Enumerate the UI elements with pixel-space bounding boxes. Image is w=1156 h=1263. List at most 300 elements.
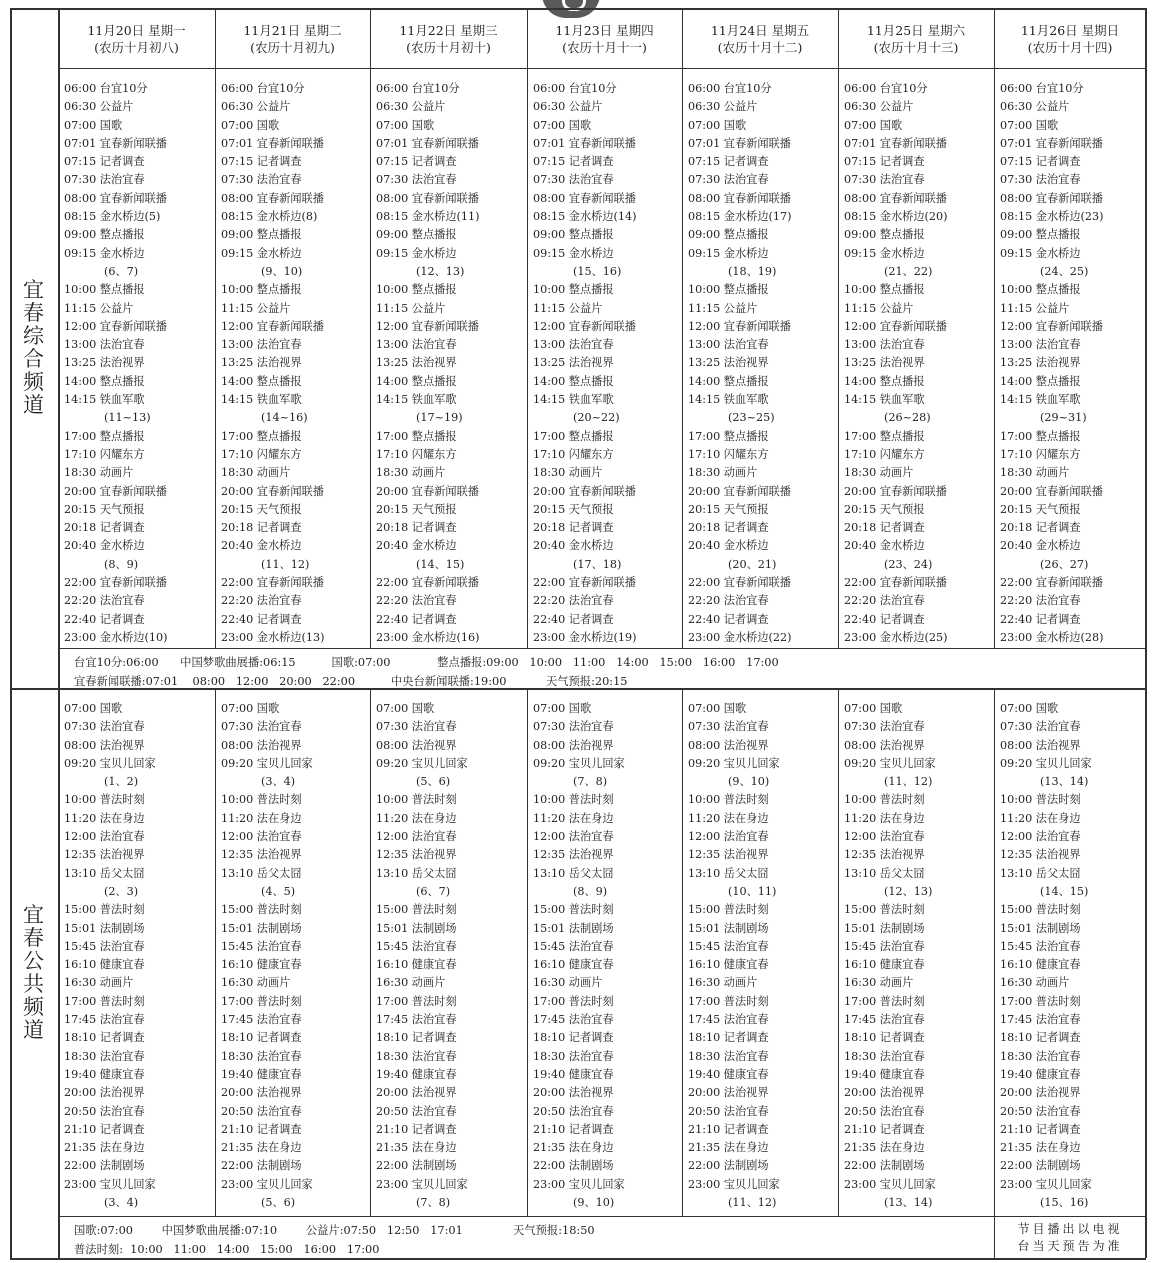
program-item: 22:00 法制剧场 <box>533 1159 614 1173</box>
program-item: 23:00 宝贝儿回家 <box>1000 1177 1092 1191</box>
program-item: 09:00 整点播报 <box>688 228 769 242</box>
program-item: 13:00 法治宜春 <box>221 338 302 352</box>
program-item: 08:00 法治视界 <box>844 738 925 752</box>
program-item: 20:50 法治宜春 <box>844 1104 925 1118</box>
program-item: 20:15 天气预报 <box>376 502 457 516</box>
program-item: 15:00 普法时刻 <box>1000 903 1081 917</box>
program-item: 07:01 宜春新闻联播 <box>688 136 791 150</box>
program-item: 07:30 法治宜春 <box>64 720 145 734</box>
program-item: 07:00 国歌 <box>64 118 123 132</box>
program-item: 20:15 天气预报 <box>533 502 614 516</box>
program-item: 12:00 法治宜春 <box>688 830 769 844</box>
channel-name-char: 频 <box>23 995 45 1019</box>
program-item: 06:30 公益片 <box>533 100 603 114</box>
notes-line: 宜春新闻联播:07:01 08:00 12:00 20:00 22:00 中央台新闻联播:19:00 天气预报:20:15 <box>74 675 628 688</box>
program-item: 12:00 法治宜春 <box>1000 830 1081 844</box>
frame-right <box>1145 8 1147 1258</box>
program-item: 20:15 天气预报 <box>64 502 145 516</box>
program-item: 07:15 记者调查 <box>64 155 145 169</box>
program-item: 11:15 公益片 <box>64 301 134 315</box>
program-item: 10:00 整点播报 <box>533 283 614 297</box>
program-item: 09:20 宝贝儿回家 <box>844 756 936 770</box>
episode-range: (14~16) <box>261 411 308 425</box>
disclaimer-line: 节目播出以电视 <box>1017 1222 1123 1236</box>
episode-range: (1、2) <box>104 775 139 789</box>
program-item: 19:40 健康宜春 <box>221 1067 302 1081</box>
program-item: 20:15 天气预报 <box>1000 502 1081 516</box>
program-item: 17:45 法治宜春 <box>376 1013 457 1027</box>
program-item: 08:00 宜春新闻联播 <box>844 191 947 205</box>
program-item: 07:00 国歌 <box>844 702 903 715</box>
program-item: 13:00 法治宜春 <box>533 338 614 352</box>
episode-range: (24、25) <box>1040 264 1089 278</box>
program-item: 15:01 法制剧场 <box>844 921 925 935</box>
program-item: 13:10 岳父太囧 <box>64 866 145 880</box>
program-item: 10:00 整点播报 <box>221 283 302 297</box>
program-item: 17:10 闪耀东方 <box>221 447 302 461</box>
program-item: 15:01 法制剧场 <box>1000 921 1081 935</box>
program-item: 20:00 宜春新闻联播 <box>221 484 324 498</box>
program-list <box>58 80 215 647</box>
program-item: 11:15 公益片 <box>1000 301 1070 315</box>
program-list <box>994 700 1146 1212</box>
program-list <box>370 80 527 647</box>
program-item: 17:00 整点播报 <box>688 429 769 443</box>
program-item: 15:45 法治宜春 <box>688 939 769 953</box>
program-item: 21:35 法在身边 <box>844 1141 925 1155</box>
program-item: 17:10 闪耀东方 <box>376 447 457 461</box>
program-item: 13:10 岳父太囧 <box>1000 866 1081 880</box>
channel-name-char: 综 <box>23 324 45 348</box>
program-item: 10:00 普法时刻 <box>533 793 614 807</box>
episode-range: (3、4) <box>261 775 296 789</box>
program-item: 12:00 宜春新闻联播 <box>221 319 324 333</box>
program-item: 09:15 金水桥边 <box>533 246 614 260</box>
column-divider <box>215 8 216 68</box>
program-item: 07:15 记者调查 <box>844 155 925 169</box>
program-item: 14:00 整点播报 <box>1000 374 1081 388</box>
program-item: 20:18 记者调查 <box>533 521 614 535</box>
program-item: 18:30 法治宜春 <box>844 1049 925 1063</box>
program-item: 07:30 法治宜春 <box>533 173 614 187</box>
program-item: 13:25 法治视界 <box>1000 356 1081 370</box>
notes-line: 普法时刻: 10:00 11:00 14:00 15:00 16:00 17:00 <box>74 1243 380 1256</box>
program-item: 21:35 法在身边 <box>533 1141 614 1155</box>
program-item: 20:40 金水桥边 <box>533 539 614 553</box>
program-item: 12:35 法治视界 <box>376 848 457 862</box>
program-item: 22:00 法制剧场 <box>1000 1159 1081 1173</box>
program-list <box>838 700 994 1212</box>
program-list <box>682 700 838 1212</box>
program-item: 12:00 宜春新闻联播 <box>533 319 636 333</box>
program-item: 07:00 国歌 <box>688 702 747 715</box>
program-item: 09:15 金水桥边 <box>844 246 925 260</box>
program-item: 08:15 金水桥边(5) <box>64 210 161 224</box>
program-item: 20:50 法治宜春 <box>533 1104 614 1118</box>
program-item: 23:00 金水桥边(10) <box>64 630 168 644</box>
program-item: 20:18 记者调查 <box>844 521 925 535</box>
program-item: 23:00 金水桥边(25) <box>844 630 948 644</box>
program-item: 12:00 法治宜春 <box>533 830 614 844</box>
column-divider <box>838 68 839 648</box>
day-header <box>682 8 838 68</box>
column-divider <box>682 8 683 68</box>
program-item: 20:50 法治宜春 <box>688 1104 769 1118</box>
program-item: 10:00 整点播报 <box>1000 283 1081 297</box>
program-item: 09:20 宝贝儿回家 <box>376 756 468 770</box>
program-item: 09:20 宝贝儿回家 <box>533 756 625 770</box>
program-item: 06:30 公益片 <box>64 100 134 114</box>
day-lunar: (农历十月十一) <box>562 40 647 55</box>
program-item: 18:30 动画片 <box>688 466 758 480</box>
program-item: 07:00 国歌 <box>844 118 903 132</box>
program-item: 10:00 普法时刻 <box>688 793 769 807</box>
program-item: 20:40 金水桥边 <box>688 539 769 553</box>
program-item: 07:30 法治宜春 <box>64 173 145 187</box>
program-item: 08:00 法治视界 <box>376 738 457 752</box>
program-item: 12:35 法治视界 <box>844 848 925 862</box>
program-item: 21:35 法在身边 <box>1000 1141 1081 1155</box>
episode-range: (11~13) <box>104 411 151 425</box>
frame-left <box>10 8 12 1258</box>
program-item: 20:40 金水桥边 <box>376 539 457 553</box>
program-item: 16:10 健康宜春 <box>688 958 769 972</box>
program-item: 08:00 法治视界 <box>688 738 769 752</box>
program-item: 13:00 法治宜春 <box>688 338 769 352</box>
program-item: 17:00 普法时刻 <box>1000 994 1081 1008</box>
program-item: 20:00 宜春新闻联播 <box>376 484 479 498</box>
program-item: 14:15 铁血军歌 <box>1000 393 1081 407</box>
program-item: 23:00 金水桥边(13) <box>221 630 325 644</box>
episode-range: (4、5) <box>261 884 296 898</box>
program-item: 08:15 金水桥边(17) <box>688 210 792 224</box>
program-item: 23:00 宝贝儿回家 <box>221 1177 313 1191</box>
program-item: 17:00 普法时刻 <box>844 994 925 1008</box>
program-bottom-rule <box>58 648 1146 649</box>
program-item: 12:35 法治视界 <box>221 848 302 862</box>
program-item: 14:00 整点播报 <box>221 374 302 388</box>
program-item: 07:00 国歌 <box>376 702 435 715</box>
program-item: 13:10 岳父太囧 <box>844 866 925 880</box>
disclaimer-divider <box>994 1216 995 1258</box>
program-item: 12:00 法治宜春 <box>64 830 145 844</box>
day-header <box>58 8 215 68</box>
day-header <box>527 8 682 68</box>
program-item: 13:00 法治宜春 <box>1000 338 1081 352</box>
program-item: 19:40 健康宜春 <box>688 1067 769 1081</box>
program-item: 06:00 台宜10分 <box>64 82 148 95</box>
program-item: 16:30 动画片 <box>688 976 758 990</box>
program-item: 13:25 法治视界 <box>376 356 457 370</box>
program-item: 20:00 法治视界 <box>533 1086 614 1100</box>
program-item: 22:40 记者调查 <box>64 612 145 626</box>
program-item: 07:30 法治宜春 <box>376 720 457 734</box>
program-item: 07:30 法治宜春 <box>1000 720 1081 734</box>
program-item: 18:30 法治宜春 <box>1000 1049 1081 1063</box>
program-item: 20:50 法治宜春 <box>221 1104 302 1118</box>
program-item: 07:30 法治宜春 <box>688 173 769 187</box>
channel-name-char: 宜 <box>23 903 45 927</box>
program-item: 15:45 法治宜春 <box>844 939 925 953</box>
day-header <box>838 8 994 68</box>
program-item: 21:35 法在身边 <box>64 1141 145 1155</box>
channel-name-char: 春 <box>23 301 45 325</box>
program-item: 21:10 记者调查 <box>844 1122 925 1136</box>
program-item: 06:00 台宜10分 <box>1000 82 1084 95</box>
program-item: 09:15 金水桥边 <box>64 246 145 260</box>
program-item: 22:00 法制剧场 <box>688 1159 769 1173</box>
program-item: 12:35 法治视界 <box>688 848 769 862</box>
episode-range: (7、8) <box>573 775 608 789</box>
program-item: 07:30 法治宜春 <box>844 173 925 187</box>
program-item: 12:35 法治视界 <box>64 848 145 862</box>
program-item: 23:00 宝贝儿回家 <box>844 1177 936 1191</box>
channel-name-char: 频 <box>23 370 45 394</box>
program-item: 15:00 普法时刻 <box>688 903 769 917</box>
episode-range: (21、22) <box>884 264 933 278</box>
program-item: 23:00 金水桥边(16) <box>376 630 480 644</box>
program-item: 12:00 法治宜春 <box>844 830 925 844</box>
program-item: 21:10 记者调查 <box>64 1122 145 1136</box>
channel-notes <box>74 653 1152 691</box>
program-item: 13:00 法治宜春 <box>376 338 457 352</box>
day-header <box>215 8 370 68</box>
program-item: 11:20 法在身边 <box>1000 811 1081 825</box>
program-item: 15:45 法治宜春 <box>1000 939 1081 953</box>
program-item: 06:30 公益片 <box>688 100 758 114</box>
program-item: 07:15 记者调查 <box>221 155 302 169</box>
program-item: 08:00 宜春新闻联播 <box>64 191 167 205</box>
episode-range: (12、13) <box>416 264 465 278</box>
program-item: 17:45 法治宜春 <box>221 1013 302 1027</box>
day-date: 11月25日 星期六 <box>866 23 966 38</box>
episode-range: (20~22) <box>573 411 620 425</box>
program-item: 14:00 整点播报 <box>64 374 145 388</box>
day-lunar: (农历十月初九) <box>250 40 335 55</box>
program-item: 20:00 宜春新闻联播 <box>844 484 947 498</box>
program-item: 07:00 国歌 <box>221 118 280 132</box>
channel-name-char: 宜 <box>23 278 45 302</box>
program-item: 18:10 记者调查 <box>1000 1031 1081 1045</box>
program-item: 10:00 整点播报 <box>844 283 925 297</box>
program-item: 15:01 法制剧场 <box>64 921 145 935</box>
program-item: 22:40 记者调查 <box>533 612 614 626</box>
column-divider <box>527 688 528 1216</box>
episode-range: (23、24) <box>884 557 933 571</box>
program-item: 22:00 法制剧场 <box>221 1159 302 1173</box>
column-divider <box>838 8 839 68</box>
program-item: 13:10 岳父太囧 <box>533 866 614 880</box>
program-item: 12:00 法治宜春 <box>221 830 302 844</box>
program-item: 11:20 法在身边 <box>376 811 457 825</box>
program-item: 17:00 普法时刻 <box>221 994 302 1008</box>
program-item: 10:00 普法时刻 <box>1000 793 1081 807</box>
program-item: 22:20 法治宜春 <box>376 594 457 608</box>
program-item: 19:40 健康宜春 <box>376 1067 457 1081</box>
program-item: 07:00 国歌 <box>533 118 592 132</box>
program-item: 21:10 记者调查 <box>1000 1122 1081 1136</box>
program-item: 08:15 金水桥边(20) <box>844 210 948 224</box>
program-item: 07:30 法治宜春 <box>221 720 302 734</box>
program-item: 13:00 法治宜春 <box>64 338 145 352</box>
program-item: 17:45 法治宜春 <box>688 1013 769 1027</box>
program-item: 16:30 动画片 <box>1000 976 1070 990</box>
channel-name-char: 共 <box>23 972 45 996</box>
program-item: 15:00 普法时刻 <box>533 903 614 917</box>
program-item: 17:00 整点播报 <box>1000 429 1081 443</box>
program-item: 19:40 健康宜春 <box>64 1067 145 1081</box>
program-item: 09:00 整点播报 <box>221 228 302 242</box>
program-item: 20:00 法治视界 <box>376 1086 457 1100</box>
program-item: 15:01 法制剧场 <box>688 921 769 935</box>
program-item: 21:35 法在身边 <box>376 1141 457 1155</box>
episode-range: (26、27) <box>1040 557 1089 571</box>
program-item: 16:30 动画片 <box>376 976 446 990</box>
program-item: 17:45 法治宜春 <box>533 1013 614 1027</box>
program-item: 12:00 宜春新闻联播 <box>688 319 791 333</box>
program-item: 18:10 记者调查 <box>533 1031 614 1045</box>
program-item: 10:00 普法时刻 <box>376 793 457 807</box>
program-item: 14:15 铁血军歌 <box>844 393 925 407</box>
program-item: 23:00 宝贝儿回家 <box>64 1177 156 1191</box>
channel-name-char: 道 <box>23 393 45 417</box>
episode-range: (29~31) <box>1040 411 1087 425</box>
program-item: 22:00 宜春新闻联播 <box>688 576 791 590</box>
program-item: 18:30 动画片 <box>844 466 914 480</box>
program-item: 18:30 动画片 <box>376 466 446 480</box>
program-item: 10:00 普法时刻 <box>64 793 145 807</box>
program-item: 21:10 记者调查 <box>376 1122 457 1136</box>
program-item: 20:50 法治宜春 <box>1000 1104 1081 1118</box>
program-item: 22:00 宜春新闻联播 <box>64 576 167 590</box>
column-divider <box>215 68 216 648</box>
program-item: 09:00 整点播报 <box>376 228 457 242</box>
day-header <box>994 8 1146 68</box>
program-item: 20:15 天气预报 <box>221 502 302 516</box>
program-item: 18:10 记者调查 <box>376 1031 457 1045</box>
program-item: 18:30 法治宜春 <box>533 1049 614 1063</box>
program-item: 12:00 宜春新闻联播 <box>376 319 479 333</box>
program-item: 18:10 记者调查 <box>688 1031 769 1045</box>
program-item: 12:00 宜春新闻联播 <box>844 319 947 333</box>
program-item: 06:30 公益片 <box>221 100 291 114</box>
program-item: 06:30 公益片 <box>844 100 914 114</box>
episode-range: (6、7) <box>104 264 139 278</box>
program-item: 11:20 法在身边 <box>533 811 614 825</box>
program-item: 13:25 法治视界 <box>533 356 614 370</box>
program-item: 20:15 天气预报 <box>688 502 769 516</box>
program-item: 15:00 普法时刻 <box>64 903 145 917</box>
program-item: 11:15 公益片 <box>376 301 446 315</box>
program-item: 18:30 动画片 <box>533 466 603 480</box>
program-item: 08:00 宜春新闻联播 <box>688 191 791 205</box>
program-item: 07:00 国歌 <box>376 118 435 132</box>
episode-range: (2、3) <box>104 884 139 898</box>
program-item: 18:30 法治宜春 <box>221 1049 302 1063</box>
episode-range: (17~19) <box>416 411 463 425</box>
program-item: 17:00 整点播报 <box>64 429 145 443</box>
program-item: 07:01 宜春新闻联播 <box>533 136 636 150</box>
episode-range: (7、8) <box>416 1196 451 1210</box>
program-item: 15:00 普法时刻 <box>844 903 925 917</box>
program-item: 13:25 法治视界 <box>221 356 302 370</box>
day-date: 11月23日 星期四 <box>555 23 654 38</box>
program-item: 09:15 金水桥边 <box>688 246 769 260</box>
program-item: 22:00 宜春新闻联播 <box>1000 576 1103 590</box>
episode-range: (5、6) <box>261 1196 296 1210</box>
program-item: 15:45 法治宜春 <box>221 939 302 953</box>
day-lunar: (农历十月初八) <box>94 40 179 55</box>
program-item: 18:30 法治宜春 <box>376 1049 457 1063</box>
program-item: 12:35 法治视界 <box>1000 848 1081 862</box>
program-item: 23:00 金水桥边(19) <box>533 630 637 644</box>
program-item: 08:00 法治视界 <box>221 738 302 752</box>
day-header <box>370 8 527 68</box>
program-item: 16:10 健康宜春 <box>844 958 925 972</box>
program-item: 14:15 铁血军歌 <box>688 393 769 407</box>
episode-range: (13、14) <box>1040 775 1089 789</box>
program-list <box>682 80 838 647</box>
program-item: 16:30 动画片 <box>533 976 603 990</box>
program-item: 07:30 法治宜春 <box>688 720 769 734</box>
episode-range: (26~28) <box>884 411 931 425</box>
column-divider <box>370 68 371 648</box>
program-item: 17:45 法治宜春 <box>844 1013 925 1027</box>
program-item: 07:00 国歌 <box>221 702 280 715</box>
disclaimer-line: 台当天预告为准 <box>1017 1239 1123 1253</box>
program-item: 18:30 动画片 <box>1000 466 1070 480</box>
column-divider <box>682 688 683 1216</box>
program-item: 17:00 普法时刻 <box>688 994 769 1008</box>
channel-name-char: 道 <box>23 1018 45 1042</box>
program-item: 22:00 宜春新闻联播 <box>844 576 947 590</box>
program-item: 22:40 记者调查 <box>688 612 769 626</box>
program-list <box>215 80 370 647</box>
program-item: 15:01 法制剧场 <box>533 921 614 935</box>
program-item: 15:00 普法时刻 <box>221 903 302 917</box>
program-item: 20:00 法治视界 <box>64 1086 145 1100</box>
program-item: 13:10 岳父太囧 <box>221 866 302 880</box>
program-item: 07:01 宜春新闻联播 <box>1000 136 1103 150</box>
section-bottom-rule <box>10 688 1146 690</box>
column-divider <box>994 8 995 68</box>
program-item: 06:30 公益片 <box>1000 100 1070 114</box>
program-item: 10:00 整点播报 <box>64 283 145 297</box>
program-item: 16:10 健康宜春 <box>64 958 145 972</box>
episode-range: (6、7) <box>416 884 451 898</box>
channel-name <box>10 688 58 1258</box>
program-item: 22:20 法治宜春 <box>533 594 614 608</box>
program-item: 20:00 宜春新闻联播 <box>1000 484 1103 498</box>
episode-range: (13、14) <box>884 1196 933 1210</box>
program-item: 17:00 整点播报 <box>533 429 614 443</box>
program-item: 13:10 岳父太囧 <box>376 866 457 880</box>
episode-range: (23~25) <box>728 411 775 425</box>
day-date: 11月24日 星期五 <box>710 23 810 38</box>
program-item: 06:30 公益片 <box>376 100 446 114</box>
program-item: 23:00 金水桥边(22) <box>688 630 792 644</box>
program-item: 22:00 宜春新闻联播 <box>533 576 636 590</box>
program-item: 16:10 健康宜春 <box>221 958 302 972</box>
program-item: 07:30 法治宜春 <box>221 173 302 187</box>
program-item: 21:10 记者调查 <box>533 1122 614 1136</box>
program-item: 22:40 记者调查 <box>844 612 925 626</box>
program-item: 21:35 法在身边 <box>221 1141 302 1155</box>
program-item: 07:30 法治宜春 <box>1000 173 1081 187</box>
day-date: 11月26日 星期日 <box>1020 23 1120 38</box>
program-item: 20:18 记者调查 <box>221 521 302 535</box>
program-item: 20:00 法治视界 <box>221 1086 302 1100</box>
